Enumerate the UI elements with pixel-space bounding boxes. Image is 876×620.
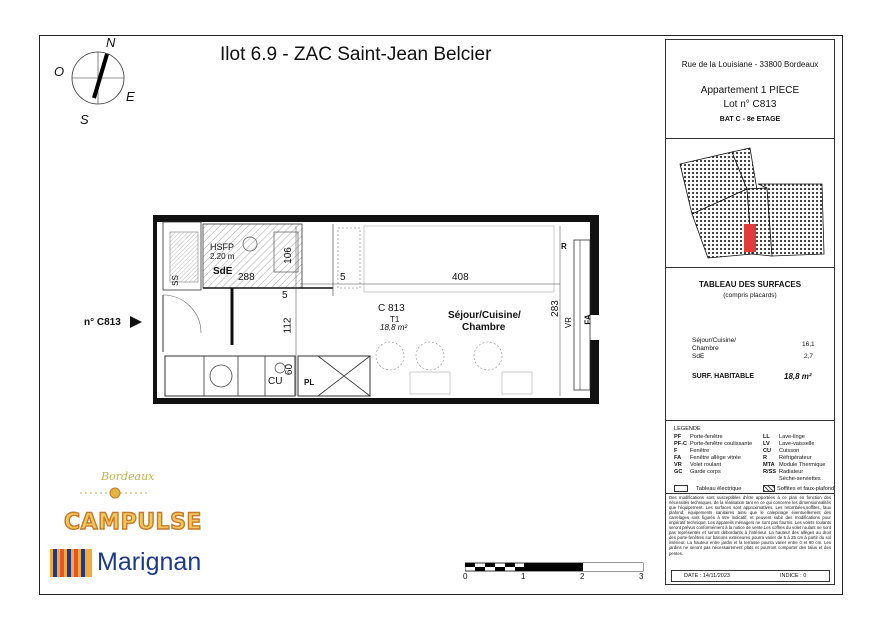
west-wall	[153, 215, 157, 404]
scale-0: 0	[463, 572, 468, 581]
abbr-r: R	[561, 242, 567, 251]
abbr-pl: PL	[304, 378, 315, 387]
scale-1: 1	[521, 572, 526, 581]
room-area: 18,8 m²	[380, 323, 408, 332]
legend-item: F Fenêtre	[674, 448, 710, 454]
address: Rue de la Louisiane - 33800 Bordeaux	[681, 60, 819, 69]
south-wall	[153, 398, 599, 404]
legend-item: LV Lave-vaisselle	[763, 441, 815, 447]
legend-item: CU Cuisson	[763, 448, 800, 454]
info-panel	[665, 39, 835, 585]
building-floor: BAT C - 8e ETAGE	[719, 116, 781, 123]
legend-item: FA Fenêtre allège vitrée	[674, 455, 741, 461]
sde-hsfp: HSFP	[210, 242, 235, 252]
apt-type: Appartement 1 PIECE	[700, 85, 800, 96]
key-plan	[672, 144, 832, 266]
north-wall	[153, 215, 599, 222]
room-code: C 813	[378, 303, 405, 314]
east-wall-lower	[590, 340, 599, 404]
legend-right	[763, 434, 826, 483]
legend-soffite: Soffites et faux-plafond	[763, 485, 834, 492]
lot-number: Lot n° C813	[723, 99, 777, 110]
compass-e: E	[126, 89, 135, 104]
disclaimer: Des modifications sont susceptibles d'être apportées à ce plan en fonction des nécessités techniques, de la réalisation tant en ce qui concerne les dimensionnalités que l'équipement. Les surfaces sont approximatives. Les retombées,soffites, faux plafond, équipements sanitaires ainsi que le calepinage éventuellement des carrelages sont figurés à titre indicatif, et peuvent subir des modifications pour impératif technique. Les appareils ménagers ne sont pas fournis. Les volets roulants seront prévus conformément à la notice de vente.Les coffres du volet roulant ne sont pas représentés et seront débordants à l'intérieur. La hauteur des allèges au droit des porte-fenêtres sur balcons extérieures pourra varier de 5 à 25 cm à partir du sol intérieur. La hauteur entre jardin et la terrasse pourra varier entre 0 et 60 cm. Les jardins ne seront pas nécessairement plats et pourront comporter des talus et des pentes.	[669, 495, 831, 556]
indice: INDICE : 0	[780, 573, 807, 579]
scale-3: 3	[639, 572, 644, 581]
scale-2: 2	[580, 572, 585, 581]
surfaces-sub: (compris placards)	[723, 292, 777, 299]
legend-item: VR Volet roulant	[674, 462, 722, 468]
sde-height: 2.20 m	[210, 252, 235, 261]
date: DATE : 14/11/2023	[684, 573, 730, 579]
legend-elec: Tableau électrique	[674, 485, 741, 492]
marignan-logo: Marignan	[97, 548, 202, 576]
scale-bar	[463, 560, 645, 581]
room-type: T1	[390, 315, 400, 324]
lot-marker: n° C813	[84, 317, 121, 328]
compass-o: O	[54, 64, 65, 79]
legend-item: PF Porte-fenêtre	[674, 434, 723, 440]
abbr-cu: CU	[268, 376, 283, 387]
lot-arrow-icon	[130, 316, 142, 328]
east-wall-upper	[590, 215, 599, 315]
room-name-1: Séjour/Cuisine/	[448, 310, 521, 321]
plan-title: Ilot 6.9 - ZAC Saint-Jean Belcier	[220, 44, 492, 65]
dim-60: 60	[284, 363, 296, 376]
dim-283: 283	[549, 300, 561, 317]
dim-112: 112	[282, 317, 294, 334]
legend-item: LL Lave-linge	[763, 434, 805, 440]
date-box	[671, 570, 830, 582]
campulse-ornament	[80, 486, 150, 500]
abbr-vr: VR	[564, 316, 574, 329]
campulse-logo: CAMPULSE	[64, 510, 202, 535]
legend-item: Sèche-serviettes	[779, 476, 821, 482]
scale-graphic	[465, 561, 645, 573]
dim-408: 408	[452, 272, 469, 283]
legend-item: GC Garde corps	[674, 469, 721, 475]
surface-row-1-value: 16,1	[802, 341, 815, 348]
total-value: 18,8 m²	[784, 372, 812, 381]
bordeaux-logo: Bordeaux	[101, 470, 155, 483]
legend-item: PF-C Porte-fenêtre coulissante	[674, 441, 753, 447]
legend-left	[674, 434, 752, 476]
dim-5b: 5	[282, 290, 288, 301]
selected-lot	[744, 224, 756, 252]
abbr-fa: FA	[583, 314, 593, 325]
marignan-logo-icon	[50, 549, 92, 577]
legend-item: MTA Module Thermique	[763, 462, 826, 468]
compass-n: N	[106, 35, 116, 50]
surfaces-title: TABLEAU DES SURFACES	[698, 280, 802, 289]
dim-5a: 5	[340, 272, 346, 283]
dim-288: 288	[238, 272, 255, 283]
abbr-ss: SS	[170, 275, 180, 286]
legend-item: R Réfrigérateur	[763, 455, 812, 461]
surface-row-1-label: Séjour/Cuisine/ Chambre	[692, 337, 737, 352]
dim-106: 106	[282, 247, 294, 264]
sde-name: SdE	[213, 266, 233, 277]
total-label: SURF. HABITABLE	[692, 373, 755, 380]
legend-title: LEGENDE	[674, 426, 701, 432]
surface-row-2-label: SdE	[692, 353, 705, 360]
legend-item: R/SS Radiateur	[763, 469, 804, 475]
compass-s: S	[80, 112, 89, 127]
surface-row-2-value: 2,7	[804, 353, 814, 360]
room-name-2: Chambre	[462, 322, 506, 333]
